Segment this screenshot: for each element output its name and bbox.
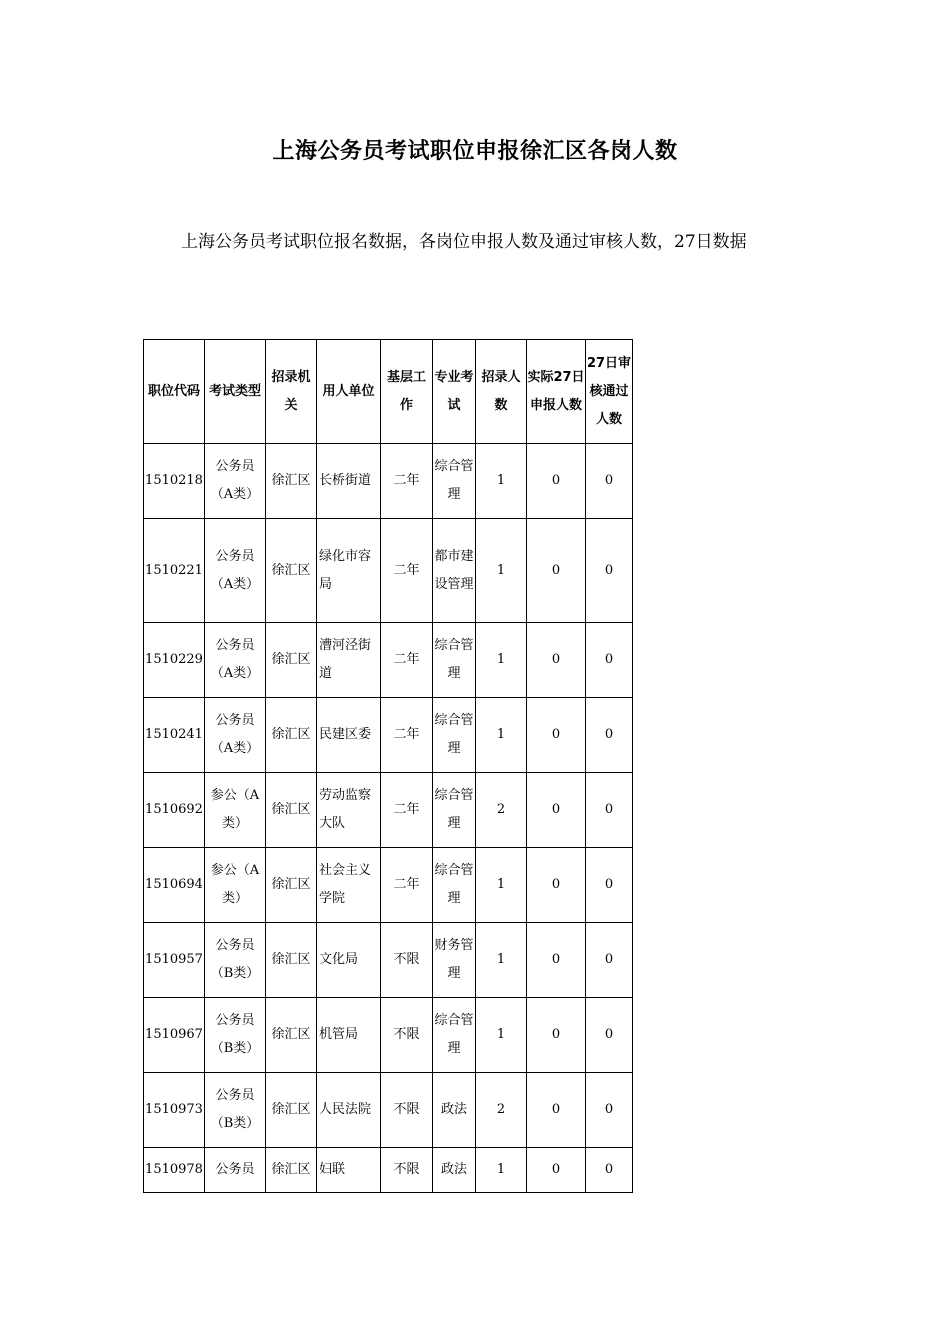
employer-unit: 民建区委 xyxy=(317,698,381,773)
recruit-count: 1 xyxy=(476,923,527,998)
specialty-exam: 财务管理 xyxy=(433,923,476,998)
recruiting-agency: 徐汇区 xyxy=(266,923,317,998)
specialty-exam: 政法 xyxy=(433,1073,476,1148)
exam-type: 公务员（B类） xyxy=(205,1073,266,1148)
grassroots-work: 二年 xyxy=(381,698,433,773)
table-row xyxy=(144,998,633,1073)
recruit-count: 2 xyxy=(476,1073,527,1148)
applicants-count: 0 xyxy=(527,773,586,848)
recruiting-agency: 徐汇区 xyxy=(266,773,317,848)
exam-type: 公务员（A类） xyxy=(205,623,266,698)
table-row xyxy=(144,1148,633,1193)
position-code: 1510692 xyxy=(144,773,205,848)
table-row xyxy=(144,848,633,923)
applicants-count: 0 xyxy=(527,519,586,623)
position-code: 1510694 xyxy=(144,848,205,923)
grassroots-work: 二年 xyxy=(381,848,433,923)
employer-unit: 长桥街道 xyxy=(317,444,381,519)
recruit-count: 1 xyxy=(476,1148,527,1193)
approved-count: 0 xyxy=(586,848,633,923)
recruit-count: 1 xyxy=(476,698,527,773)
position-code: 1510221 xyxy=(144,519,205,623)
applicants-count: 0 xyxy=(527,1148,586,1193)
position-code: 1510229 xyxy=(144,623,205,698)
recruit-count: 1 xyxy=(476,848,527,923)
exam-type: 公务员（A类） xyxy=(205,444,266,519)
employer-unit: 绿化市容局 xyxy=(317,519,381,623)
approved-count: 0 xyxy=(586,1148,633,1193)
position-code: 1510218 xyxy=(144,444,205,519)
table-row xyxy=(144,519,633,623)
applicants-count: 0 xyxy=(527,444,586,519)
table-row xyxy=(144,1073,633,1148)
grassroots-work: 不限 xyxy=(381,1148,433,1193)
recruit-count: 1 xyxy=(476,444,527,519)
header-cell: 用人单位 xyxy=(317,340,381,444)
table-header-row xyxy=(144,340,633,444)
employer-unit: 妇联 xyxy=(317,1148,381,1193)
table-row xyxy=(144,923,633,998)
approved-count: 0 xyxy=(586,623,633,698)
specialty-exam: 综合管理 xyxy=(433,444,476,519)
employer-unit: 机管局 xyxy=(317,998,381,1073)
grassroots-work: 不限 xyxy=(381,998,433,1073)
table-row xyxy=(144,623,633,698)
recruit-count: 2 xyxy=(476,773,527,848)
table-row xyxy=(144,773,633,848)
employer-unit: 社会主义学院 xyxy=(317,848,381,923)
recruiting-agency: 徐汇区 xyxy=(266,698,317,773)
position-code: 1510967 xyxy=(144,998,205,1073)
header-cell: 基层工作 xyxy=(381,340,433,444)
specialty-exam: 综合管理 xyxy=(433,773,476,848)
recruiting-agency: 徐汇区 xyxy=(266,444,317,519)
exam-type: 公务员（A类） xyxy=(205,519,266,623)
intro-paragraph: 上海公务员考试职位报名数据，各岗位申报人数及通过审核人数，27日数据 xyxy=(181,232,747,252)
header-cell: 专业考试 xyxy=(433,340,476,444)
specialty-exam: 综合管理 xyxy=(433,623,476,698)
approved-count: 0 xyxy=(586,519,633,623)
header-cell: 招录机关 xyxy=(266,340,317,444)
grassroots-work: 二年 xyxy=(381,444,433,519)
employer-unit: 人民法院 xyxy=(317,1073,381,1148)
specialty-exam: 综合管理 xyxy=(433,698,476,773)
recruiting-agency: 徐汇区 xyxy=(266,848,317,923)
applicants-count: 0 xyxy=(527,1073,586,1148)
position-code: 1510241 xyxy=(144,698,205,773)
employer-unit: 劳动监察大队 xyxy=(317,773,381,848)
recruiting-agency: 徐汇区 xyxy=(266,1073,317,1148)
applicants-count: 0 xyxy=(527,623,586,698)
applicants-count: 0 xyxy=(527,998,586,1073)
grassroots-work: 二年 xyxy=(381,773,433,848)
exam-type: 公务员 xyxy=(205,1148,266,1193)
header-cell: 职位代码 xyxy=(144,340,205,444)
specialty-exam: 政法 xyxy=(433,1148,476,1193)
employer-unit: 文化局 xyxy=(317,923,381,998)
specialty-exam: 综合管理 xyxy=(433,848,476,923)
recruit-count: 1 xyxy=(476,519,527,623)
applicants-count: 0 xyxy=(527,848,586,923)
recruiting-agency: 徐汇区 xyxy=(266,1148,317,1193)
grassroots-work: 二年 xyxy=(381,519,433,623)
recruiting-agency: 徐汇区 xyxy=(266,519,317,623)
approved-count: 0 xyxy=(586,923,633,998)
specialty-exam: 综合管理 xyxy=(433,998,476,1073)
header-cell: 27日审核通过人数 xyxy=(586,340,633,444)
recruiting-agency: 徐汇区 xyxy=(266,623,317,698)
employer-unit: 漕河泾街道 xyxy=(317,623,381,698)
header-cell: 招录人数 xyxy=(476,340,527,444)
position-code: 1510957 xyxy=(144,923,205,998)
table-row xyxy=(144,444,633,519)
specialty-exam: 都市建设管理 xyxy=(433,519,476,623)
recruit-count: 1 xyxy=(476,998,527,1073)
grassroots-work: 二年 xyxy=(381,623,433,698)
approved-count: 0 xyxy=(586,698,633,773)
approved-count: 0 xyxy=(586,1073,633,1148)
header-cell: 实际27日申报人数 xyxy=(527,340,586,444)
exam-type: 参公（A类） xyxy=(205,773,266,848)
position-code: 1510973 xyxy=(144,1073,205,1148)
approved-count: 0 xyxy=(586,773,633,848)
recruiting-agency: 徐汇区 xyxy=(266,998,317,1073)
table-row xyxy=(144,698,633,773)
applicants-count: 0 xyxy=(527,698,586,773)
exam-type: 公务员（B类） xyxy=(205,923,266,998)
applicants-count: 0 xyxy=(527,923,586,998)
header-cell: 考试类型 xyxy=(205,340,266,444)
page-title: 上海公务员考试职位申报徐汇区各岗人数 xyxy=(272,138,678,164)
exam-type: 公务员（B类） xyxy=(205,998,266,1073)
positions-table xyxy=(143,339,633,1193)
recruit-count: 1 xyxy=(476,623,527,698)
approved-count: 0 xyxy=(586,444,633,519)
exam-type: 公务员（A类） xyxy=(205,698,266,773)
approved-count: 0 xyxy=(586,998,633,1073)
position-code: 1510978 xyxy=(144,1148,205,1193)
grassroots-work: 不限 xyxy=(381,923,433,998)
exam-type: 参公（A类） xyxy=(205,848,266,923)
grassroots-work: 不限 xyxy=(381,1073,433,1148)
